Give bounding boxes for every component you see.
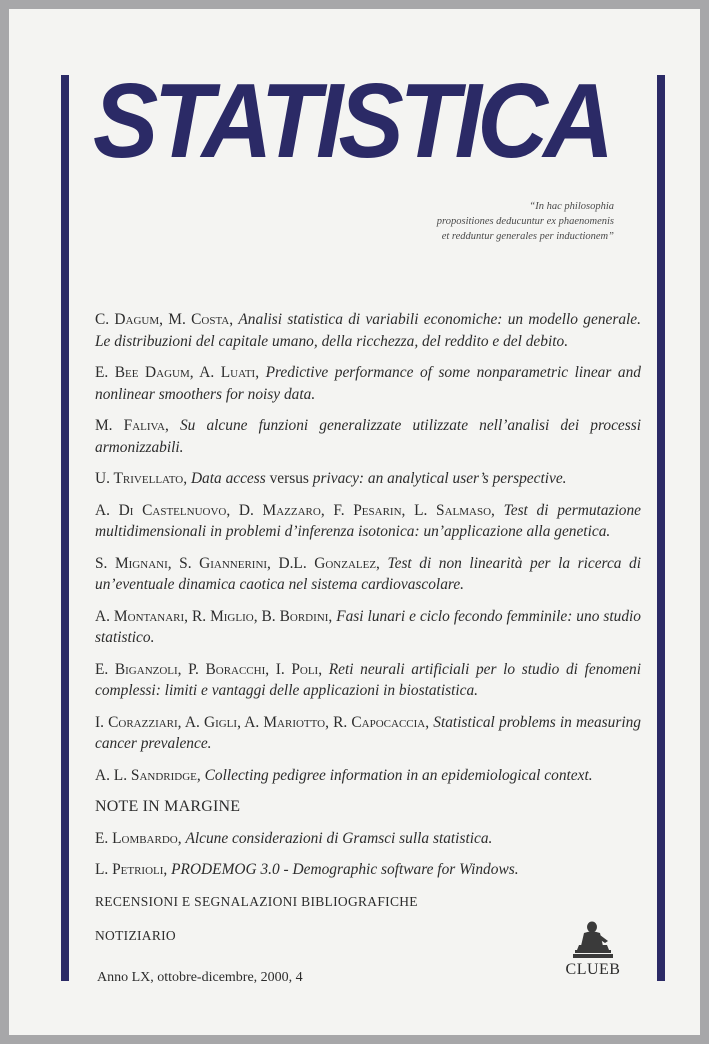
toc-entry — [95, 859, 641, 881]
toc-entry — [95, 828, 641, 850]
entry-title: Fasi lunari e ciclo fecondo femminile: uno studio statistico. — [95, 607, 641, 646]
toc-entry — [95, 468, 641, 490]
entry-title: PRODEMOG 3.0 - Demographic software for Windows. — [171, 861, 519, 878]
toc-entry — [95, 553, 641, 596]
entry-authors: A. Di Castelnuovo, D. Mazzaro, F. Pesarin, L. Salmaso, — [95, 501, 495, 519]
entry-authors: I. Corazziari, A. Gigli, A. Mariotto, R. Capocaccia, — [95, 713, 430, 731]
entry-authors: E. Biganzoli, P. Boracchi, I. Poli, — [95, 660, 323, 678]
entry-title: Alcune considerazioni di Gramsci sulla statistica. — [185, 829, 493, 847]
toc-entry — [95, 500, 641, 543]
issue-info: Anno LX, ottobre-dicembre, 2000, 4 — [97, 970, 303, 985]
entry-title: Predictive performance of some nonparametric linear and nonlinear smoothers for noisy data. — [95, 364, 641, 403]
entry-title: Statistical problems in measuring cancer prevalence. — [95, 713, 641, 752]
table-of-contents — [95, 309, 641, 960]
entry-title-connector: versus — [269, 470, 309, 487]
entry-title: Collecting pedigree information in an epidemiological context. — [204, 766, 593, 784]
entry-authors: A. Montanari, R. Miglio, B. Bordini, — [95, 607, 333, 625]
entry-title: Analisi statistica di variabili economiche: un modello generale. Le distribuzioni del capitale umano, della ricchezza, del reddito e del debito. — [95, 311, 641, 350]
entry-authors: S. Mignani, S. Giannerini, D.L. Gonzalez, — [95, 554, 380, 572]
entry-authors: M. Faliva, — [95, 417, 169, 434]
entry-title-part: privacy: an analytical user’s perspective. — [312, 470, 567, 487]
entry-title: Test di non linearità per la ricerca di un’eventuale dinamica caotica nel sistema cardiovascolare. — [95, 554, 641, 593]
toc-entry — [95, 415, 641, 458]
toc-entry — [95, 309, 641, 352]
entry-title-part: Data access — [190, 470, 266, 487]
entry-authors: E. Bee Dagum, A. Luati, — [95, 364, 260, 381]
entry-authors: L. Petrioli, — [95, 861, 168, 878]
seated-scholar-icon — [570, 919, 616, 961]
entry-title: Test di permutazione multidimensionali in problemi d’inferenza isotonica: un’applicazione alla genetica. — [95, 501, 641, 540]
toc-entry — [95, 606, 641, 649]
publisher-logo — [557, 919, 629, 979]
journal-title: STATISTICA — [93, 62, 610, 180]
left-vertical-rule — [61, 75, 69, 981]
motto-line: propositiones deducuntur ex phaenomenis — [436, 216, 614, 227]
entry-authors: E. Lombardo, — [95, 829, 182, 847]
entry-authors: U. Trivellato, — [95, 470, 188, 487]
toc-entry — [95, 765, 641, 787]
motto — [314, 199, 614, 244]
note-section-heading: NOTE IN MARGINE — [95, 798, 241, 815]
toc-entry — [95, 712, 641, 755]
entry-title: Su alcune funzioni generalizzate utilizzate nell’analisi dei processi armonizzabili. — [95, 417, 641, 456]
entry-authors: C. Dagum, M. Costa, — [95, 311, 234, 328]
toc-entry — [95, 362, 641, 405]
entry-authors: A. L. Sandridge, — [95, 766, 201, 784]
right-vertical-rule — [657, 75, 665, 981]
toc-entry — [95, 659, 641, 702]
reviews-heading: RECENSIONI E SEGNALAZIONI BIBLIOGRAFICHE — [95, 893, 418, 909]
motto-line: “In hac philosophia — [529, 201, 614, 212]
news-heading: NOTIZIARIO — [95, 928, 176, 943]
publisher-name: CLUEB — [565, 961, 621, 978]
motto-line: et redduntur generales per inductionem” — [441, 231, 614, 242]
entry-title: Reti neurali artificiali per lo studio di fenomeni complessi: limiti e vantaggi delle applicazioni in biostatistica. — [95, 660, 641, 699]
